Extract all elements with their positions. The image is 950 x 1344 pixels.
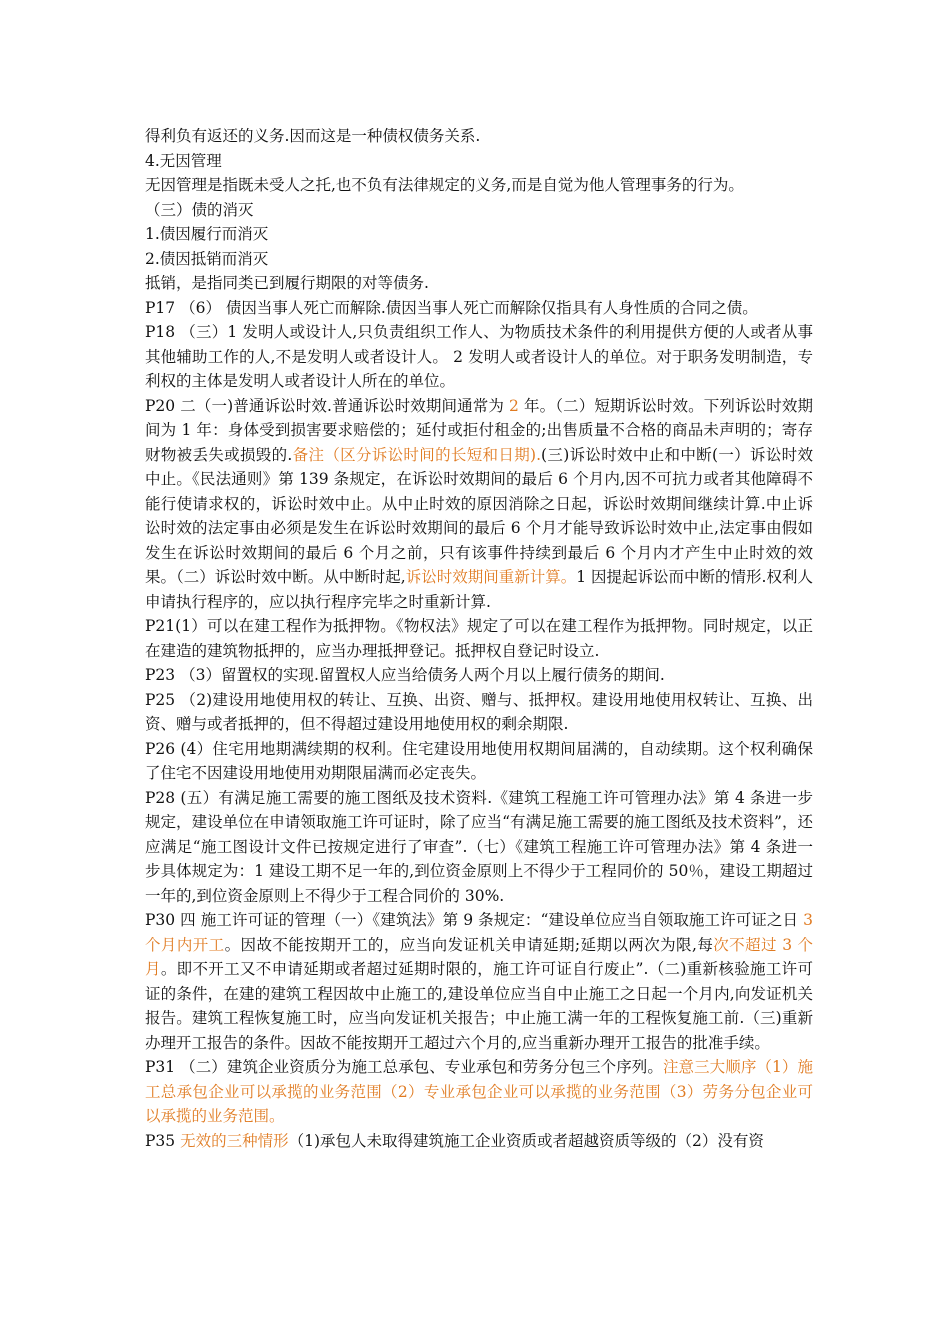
text-run: P20 二（一)普通诉讼时效.普通诉讼时效期间通常为 [145,396,510,415]
paragraph [145,1055,813,1129]
paragraph [145,688,813,737]
document-page [145,124,813,1153]
text-run: P30 四 施工许可证的管理（一）《建筑法》第 9 条规定：“建设单位应当自领取施工许可证之日 [145,911,804,929]
text-run: (三)诉讼时效中止和中断(一）诉讼时效中止。《民法通则》第 139 条规定，在诉讼时效期间的最后 6 个月内,因不可抗力或者其他障碍不能行使请求权的，诉讼时效中止。从中止时效的原因消除之日起，诉讼时效期间继续计算.中止诉讼时效的法定事由必须是发生在诉讼时效期间的最后 6 个月才能导致诉讼时效中止,法定事由假如发生在诉讼时效期间的最后 6 个月之前，只有该事件持续到最后 6 个月内才产生中止时效的效果。（二）诉讼时效中断。从中断时起, [145,445,813,586]
paragraph [145,173,813,198]
text-run: P28 (五）有满足施工需要的施工图纸及技术资料.《建筑工程施工许可管理办法》第 4 条进一步规定，建设单位在申请领取施工许可证时，除了应当“有满足施工需要的施工图纸及技术资料”，还应满足“施工图设计文件已按规定进行了审查”.（七）《建筑工程施工许可管理办法》第 4 条进一步具体规定为：1 建设工期不足一年的,到位资金原则上不得少于工程同价的 50％，建设工期超过一年的,到位资金原则上不得少于工程合同价的 30%. [145,788,813,905]
text-run: 。因故不能按期开工的，应当向发证机关申请延期;延期以两次为限,每 [224,935,714,954]
text-run: 年。（二）短期诉讼时效。下列诉讼时效期间为 1 年：身体受到损害要求赔偿的；延付或拒付租金的;出售质量不合格的商品未声明的；寄存财物被丢失或损毁的. [145,396,813,464]
paragraph [145,149,813,174]
paragraph [145,320,813,394]
highlighted-text: 注意三大顺序（1）施工总承包企业可以承揽的业务范围（2）专业承包企业可以承揽的业务范围（3）劳务分包企业可以承揽的业务范围。 [145,1058,813,1125]
paragraph [145,908,813,1055]
text-run: P25 （2)建设用地使用权的转让、互换、出资、赠与、抵押权。建设用地使用权转让、互换、出资、赠与或者抵押的，但不得超过建设用地使用权的剩余期限. [145,690,813,733]
text-run: P26 (4）住宅用地期满续期的权利。住宅建设用地使用权期间届满的，自动续期。这个权利确保了住宅不因建设用地使用劝期限届满而必定丧失。 [145,739,813,782]
text-run: 1.债因履行而消灭 [145,225,269,243]
paragraph [145,614,813,663]
text-run: P17 （6） 债因当事人死亡而解除.债因当事人死亡而解除仅指具有人身性质的合同之债。 [145,298,758,317]
text-run: P31 （二）建筑企业资质分为施工总承包、专业承包和劳务分包三个序列。 [145,1058,663,1076]
text-run: P18 （三）1 发明人或设计人,只负责组织工作人、为物质技术条件的利用提供方便的人或者从事其他辅助工作的人,不是发明人或者设计人。 2 发明人或者设计人的单位。对于职务发明制造，专利权的主体是发明人或者设计人所在的单位。 [145,323,813,390]
text-run: 2.债因抵销而消灭 [145,249,269,268]
paragraph [145,198,813,223]
text-run: 得利负有返还的义务.因而这是一种债权债务关系. [145,127,481,145]
text-run: 无因管理是指既未受人之托,也不负有法律规定的义务,而是自觉为他人管理事务的行为。 [145,176,744,194]
text-run: 抵销，是指同类已到履行期限的对等债务. [145,274,429,292]
paragraph [145,663,813,688]
highlighted-text: 诉讼时效期间重新计算。 [405,568,577,586]
text-run: 。即不开工又不申请延期或者超过延期时限的，施工许可证自行废止”.（二)重新核验施工许可证的条件，在建的建筑工程因故中止施工的,建设单位应当自中止施工之日起一个月内,向发证机关报告。建筑工程恢复施工时，应当向发证机关报告；中止施工满一年的工程恢复施工前.（三)重新办理开工报告的条件。因故不能按期开工超过六个月的,应当重新办理开工报告的批准手续。 [145,960,813,1052]
paragraph [145,124,813,149]
paragraph [145,222,813,247]
text-run: P21(1）可以在建工程作为抵押物。《物权法》规定了可以在建工程作为抵押物。同时规定，以正在建造的建筑物抵押的，应当办理抵押登记。抵押权自登记时设立. [145,617,813,660]
paragraph [145,394,813,615]
text-run: （1)承包人未取得建筑施工企业资质或者超越资质等级的（2）没有资 [288,1131,764,1150]
highlighted-text: 2 [509,396,519,415]
paragraph [145,296,813,321]
highlighted-text: 备注（区分诉讼时间的长短和日期). [292,445,541,464]
highlighted-text: 3 个月内开工 [145,911,813,954]
paragraph [145,271,813,296]
paragraph [145,1129,813,1154]
text-run: P35 [145,1131,181,1150]
highlighted-text: 次不超过 3 个月 [145,935,813,978]
highlighted-text: 无效的三种情形 [180,1131,289,1150]
text-run: 4.无因管理 [145,151,222,170]
paragraph [145,247,813,272]
text-run: （三）债的消灭 [145,200,254,219]
text-run: 1 因提起诉讼而中断的情形.权利人申请执行程序的，应以执行程序完毕之时重新计算. [145,568,813,611]
text-run: P23 （3）留置权的实现.留置权人应当给债务人两个月以上履行债务的期间. [145,666,665,684]
paragraph [145,786,813,909]
paragraph [145,737,813,786]
